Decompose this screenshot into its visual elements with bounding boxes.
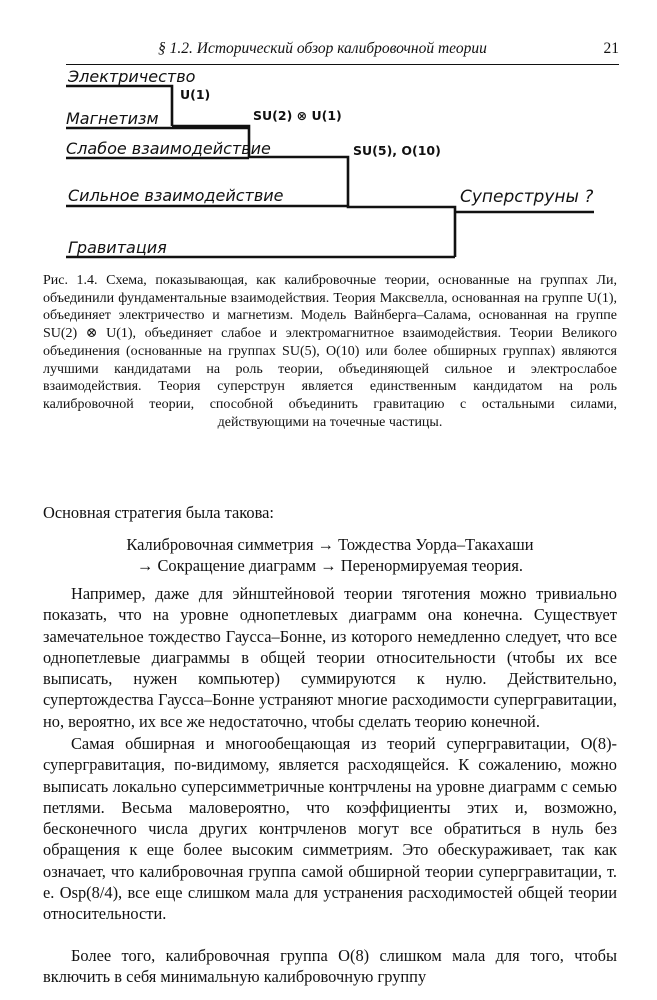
running-title: § 1.2. Исторический обзор калибровочной теории	[158, 40, 487, 57]
strategy-line-2: → Сокращение диаграмм → Перенормируемая теория.	[136, 556, 524, 575]
strategy-intro: Основная стратегия была такова:	[43, 503, 274, 522]
label-strong-interaction: Сильное взаимодействие	[68, 186, 284, 205]
figure-caption: Рис. 1.4. Схема, показывающая, как калибровочные теории, основанные на группах Ли, объединили фундаментальные взаимодействия. Теория Максвелла, основанная на группе U(1), объединяет электричество и магнетизм. Модель Вайнберга–Салама, основанная на группе SU(2) ⊗ U(1), объединяет слабое и электромагнитное взаимодействия. Теории Великого объединения (основанные на группах SU(5), O(10) или более обширных группах) являются лучшими кандидатами на роль теории, объединяющей сильное и электрослабое взаимодействия. Теория суперструн является единственным кандидатом на роль калибровочной теории, способной объединить гравитацию с остальными силами, действующими на точечные частицы.	[43, 273, 617, 430]
label-electricity: Электричество	[68, 67, 196, 86]
label-magnetism: Магнетизм	[66, 109, 159, 128]
label-group-u1: U(1)	[180, 87, 211, 102]
label-superstrings: Суперструны ?	[460, 187, 594, 207]
label-group-su5o10: SU(5), O(10)	[353, 143, 441, 158]
paragraph-3: Более того, калибровочная группа O(8) слишком мала для того, чтобы включить в себя минимальную калибровочную группу	[43, 946, 617, 987]
paragraph-2: Самая обширная и многообещающая из теорий супергравитации, O(8)-супергравитация, по-видимому, является расходящейся. К сожалению, можно выписать локально суперсимметричные контрчлены на уровне диаграмм с семью петлями. Весьма маловероятно, что коэффициенты этих и, возможно, бесконечного числа других контрчленов могут все обратиться в нуль без обращения к еще более высоким симметриям. Это обескураживает, так как означает, что калибровочная группа самой обширной теории супергравитации, т. е. Osp(8/4), все еще слишком мала для устранения расходимостей общей теории относительности.	[43, 734, 617, 924]
paragraph-1: Например, даже для эйнштейновой теории тяготения можно тривиально показать, что на уровне однопетлевых диаграмм она конечна. Существует замечательное тождество Гаусса–Бонне, из которого немедленно следует, что все однопетлевые диаграммы в общей теории относительности (чтобы их все выписать, нужен компьютер) суммируются к нулю. Действительно, супертождества Гаусса–Бонне устраняют многие расходимости супергравитации, но, вероятно, их все же недостаточно, чтобы сделать теорию конечной.	[43, 584, 617, 731]
strategy-line-1: Калибровочная симметрия → Тождества Уорда–Такахаши	[126, 535, 534, 554]
page-number: 21	[603, 40, 619, 57]
unification-diagram	[0, 60, 657, 265]
line-gut-merge	[348, 206, 455, 257]
label-weak-interaction: Слабое взаимодействие	[66, 139, 271, 158]
label-gravity: Гравитация	[68, 238, 167, 257]
label-group-su2u1: SU(2) ⊗ U(1)	[253, 108, 342, 123]
